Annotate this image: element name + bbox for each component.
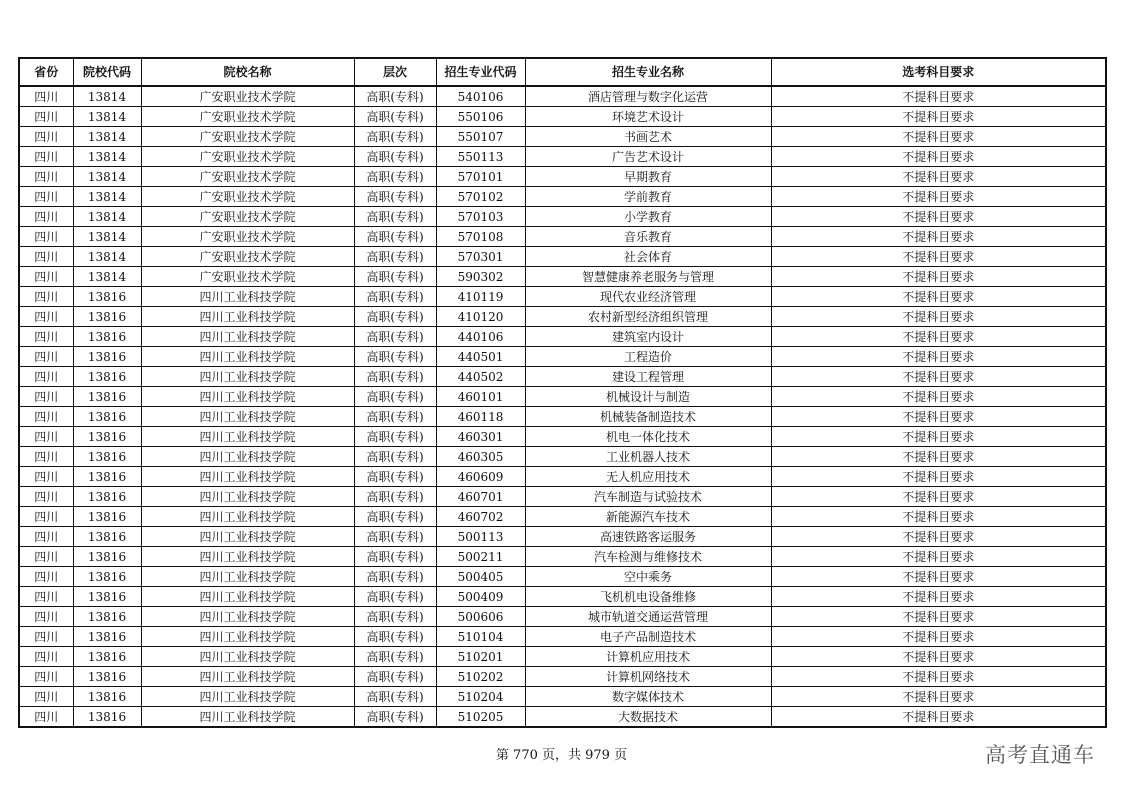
cell-major-code: 590302: [436, 267, 525, 287]
table-row: [19, 687, 1106, 707]
table-row: [19, 107, 1106, 127]
cell-level: 高职(专科): [354, 627, 436, 647]
cell-subject-requirement: 不提科目要求: [771, 407, 1106, 427]
cell-province: 四川: [19, 687, 73, 707]
cell-subject-requirement: 不提科目要求: [771, 267, 1106, 287]
cell-school-code: 13816: [73, 287, 141, 307]
cell-school-name: 广安职业技术学院: [141, 187, 354, 207]
table-row: [19, 647, 1106, 667]
cell-school-code: 13814: [73, 167, 141, 187]
cell-school-code: 13816: [73, 407, 141, 427]
cell-subject-requirement: 不提科目要求: [771, 467, 1106, 487]
cell-province: 四川: [19, 647, 73, 667]
cell-major-name: 建设工程管理: [525, 367, 771, 387]
cell-major-name: 汽车检测与维修技术: [525, 547, 771, 567]
cell-school-name: 广安职业技术学院: [141, 207, 354, 227]
cell-province: 四川: [19, 207, 73, 227]
cell-level: 高职(专科): [354, 287, 436, 307]
admission-table: [18, 57, 1107, 728]
cell-major-code: 570103: [436, 207, 525, 227]
cell-major-code: 460305: [436, 447, 525, 467]
cell-province: 四川: [19, 187, 73, 207]
cell-school-name: 四川工业科技学院: [141, 627, 354, 647]
cell-subject-requirement: 不提科目要求: [771, 327, 1106, 347]
cell-province: 四川: [19, 247, 73, 267]
cell-major-name: 机械设计与制造: [525, 387, 771, 407]
cell-school-code: 13816: [73, 507, 141, 527]
cell-major-code: 460702: [436, 507, 525, 527]
cell-level: 高职(专科): [354, 387, 436, 407]
header-school-code: 院校代码: [73, 58, 141, 86]
cell-major-code: 500405: [436, 567, 525, 587]
cell-school-name: 四川工业科技学院: [141, 687, 354, 707]
cell-school-code: 13814: [73, 227, 141, 247]
cell-major-code: 460701: [436, 487, 525, 507]
cell-subject-requirement: 不提科目要求: [771, 107, 1106, 127]
cell-major-name: 机电一体化技术: [525, 427, 771, 447]
cell-major-code: 510201: [436, 647, 525, 667]
header-major-code: 招生专业代码: [436, 58, 525, 86]
cell-major-code: 510204: [436, 687, 525, 707]
cell-school-code: 13814: [73, 207, 141, 227]
cell-level: 高职(专科): [354, 267, 436, 287]
cell-school-code: 13814: [73, 127, 141, 147]
cell-major-code: 510104: [436, 627, 525, 647]
table-row: [19, 427, 1106, 447]
cell-province: 四川: [19, 527, 73, 547]
table-row: [19, 227, 1106, 247]
cell-school-name: 四川工业科技学院: [141, 667, 354, 687]
cell-province: 四川: [19, 447, 73, 467]
table-row: [19, 607, 1106, 627]
cell-subject-requirement: 不提科目要求: [771, 707, 1106, 728]
cell-level: 高职(专科): [354, 587, 436, 607]
cell-level: 高职(专科): [354, 707, 436, 728]
cell-level: 高职(专科): [354, 567, 436, 587]
cell-school-name: 广安职业技术学院: [141, 86, 354, 107]
cell-school-code: 13816: [73, 587, 141, 607]
table-row: [19, 307, 1106, 327]
cell-major-code: 540106: [436, 86, 525, 107]
cell-level: 高职(专科): [354, 187, 436, 207]
table-row: [19, 327, 1106, 347]
cell-major-name: 机械装备制造技术: [525, 407, 771, 427]
cell-major-name: 书画艺术: [525, 127, 771, 147]
table-row: [19, 407, 1106, 427]
cell-province: 四川: [19, 487, 73, 507]
cell-level: 高职(专科): [354, 207, 436, 227]
table-header-row: [19, 58, 1106, 86]
cell-school-code: 13814: [73, 147, 141, 167]
cell-major-code: 550113: [436, 147, 525, 167]
table-row: [19, 567, 1106, 587]
cell-major-code: 410119: [436, 287, 525, 307]
table-row: [19, 147, 1106, 167]
cell-school-name: 四川工业科技学院: [141, 587, 354, 607]
cell-school-code: 13816: [73, 447, 141, 467]
cell-level: 高职(专科): [354, 547, 436, 567]
cell-province: 四川: [19, 567, 73, 587]
cell-school-name: 四川工业科技学院: [141, 567, 354, 587]
cell-school-name: 广安职业技术学院: [141, 267, 354, 287]
table-row: [19, 527, 1106, 547]
cell-school-code: 13814: [73, 187, 141, 207]
cell-major-code: 440501: [436, 347, 525, 367]
table-row: [19, 547, 1106, 567]
cell-major-code: 570108: [436, 227, 525, 247]
header-major-name: 招生专业名称: [525, 58, 771, 86]
cell-major-code: 440106: [436, 327, 525, 347]
table-row: [19, 447, 1106, 467]
cell-school-code: 13816: [73, 367, 141, 387]
cell-subject-requirement: 不提科目要求: [771, 447, 1106, 467]
cell-province: 四川: [19, 86, 73, 107]
cell-subject-requirement: 不提科目要求: [771, 307, 1106, 327]
cell-province: 四川: [19, 407, 73, 427]
cell-major-name: 农村新型经济组织管理: [525, 307, 771, 327]
cell-level: 高职(专科): [354, 86, 436, 107]
cell-major-code: 500606: [436, 607, 525, 627]
cell-major-name: 智慧健康养老服务与管理: [525, 267, 771, 287]
cell-school-name: 广安职业技术学院: [141, 107, 354, 127]
cell-level: 高职(专科): [354, 687, 436, 707]
cell-school-name: 广安职业技术学院: [141, 147, 354, 167]
cell-school-code: 13816: [73, 347, 141, 367]
table-row: [19, 627, 1106, 647]
cell-province: 四川: [19, 427, 73, 447]
cell-province: 四川: [19, 707, 73, 728]
cell-province: 四川: [19, 147, 73, 167]
cell-major-name: 现代农业经济管理: [525, 287, 771, 307]
cell-school-name: 广安职业技术学院: [141, 167, 354, 187]
cell-province: 四川: [19, 627, 73, 647]
cell-subject-requirement: 不提科目要求: [771, 147, 1106, 167]
cell-province: 四川: [19, 547, 73, 567]
cell-school-code: 13816: [73, 607, 141, 627]
cell-major-code: 460118: [436, 407, 525, 427]
cell-subject-requirement: 不提科目要求: [771, 427, 1106, 447]
cell-level: 高职(专科): [354, 127, 436, 147]
cell-subject-requirement: 不提科目要求: [771, 187, 1106, 207]
cell-major-code: 460609: [436, 467, 525, 487]
cell-level: 高职(专科): [354, 167, 436, 187]
cell-school-code: 13816: [73, 527, 141, 547]
cell-school-name: 四川工业科技学院: [141, 507, 354, 527]
table-row: [19, 267, 1106, 287]
cell-major-name: 学前教育: [525, 187, 771, 207]
cell-level: 高职(专科): [354, 667, 436, 687]
cell-province: 四川: [19, 267, 73, 287]
cell-school-name: 四川工业科技学院: [141, 647, 354, 667]
cell-major-name: 社会体育: [525, 247, 771, 267]
cell-major-code: 500113: [436, 527, 525, 547]
cell-subject-requirement: 不提科目要求: [771, 247, 1106, 267]
cell-level: 高职(专科): [354, 327, 436, 347]
cell-major-code: 570101: [436, 167, 525, 187]
cell-school-code: 13816: [73, 647, 141, 667]
cell-major-name: 数字媒体技术: [525, 687, 771, 707]
cell-subject-requirement: 不提科目要求: [771, 667, 1106, 687]
cell-province: 四川: [19, 367, 73, 387]
cell-province: 四川: [19, 667, 73, 687]
cell-major-code: 570102: [436, 187, 525, 207]
cell-level: 高职(专科): [354, 647, 436, 667]
cell-level: 高职(专科): [354, 607, 436, 627]
cell-major-code: 570301: [436, 247, 525, 267]
cell-major-name: 计算机应用技术: [525, 647, 771, 667]
cell-province: 四川: [19, 347, 73, 367]
cell-major-name: 电子产品制造技术: [525, 627, 771, 647]
cell-province: 四川: [19, 167, 73, 187]
table-row: [19, 86, 1106, 107]
cell-subject-requirement: 不提科目要求: [771, 487, 1106, 507]
cell-subject-requirement: 不提科目要求: [771, 287, 1106, 307]
cell-subject-requirement: 不提科目要求: [771, 527, 1106, 547]
cell-level: 高职(专科): [354, 227, 436, 247]
cell-level: 高职(专科): [354, 307, 436, 327]
cell-province: 四川: [19, 287, 73, 307]
table-row: [19, 187, 1106, 207]
cell-level: 高职(专科): [354, 107, 436, 127]
cell-school-name: 四川工业科技学院: [141, 387, 354, 407]
cell-province: 四川: [19, 107, 73, 127]
cell-subject-requirement: 不提科目要求: [771, 647, 1106, 667]
cell-school-code: 13814: [73, 267, 141, 287]
cell-school-code: 13816: [73, 387, 141, 407]
cell-major-name: 早期教育: [525, 167, 771, 187]
cell-school-code: 13816: [73, 467, 141, 487]
cell-province: 四川: [19, 467, 73, 487]
cell-school-code: 13814: [73, 107, 141, 127]
cell-school-code: 13816: [73, 487, 141, 507]
cell-major-name: 计算机网络技术: [525, 667, 771, 687]
cell-level: 高职(专科): [354, 487, 436, 507]
cell-subject-requirement: 不提科目要求: [771, 207, 1106, 227]
table-row: [19, 367, 1106, 387]
cell-level: 高职(专科): [354, 347, 436, 367]
table-row: [19, 587, 1106, 607]
cell-level: 高职(专科): [354, 507, 436, 527]
cell-major-name: 环境艺术设计: [525, 107, 771, 127]
cell-school-code: 13814: [73, 86, 141, 107]
cell-school-code: 13816: [73, 427, 141, 447]
cell-subject-requirement: 不提科目要求: [771, 227, 1106, 247]
table-body: [19, 86, 1106, 727]
header-level: 层次: [354, 58, 436, 86]
cell-school-code: 13816: [73, 307, 141, 327]
table-row: [19, 507, 1106, 527]
header-subject-requirement: 选考科目要求: [771, 58, 1106, 86]
table-row: [19, 347, 1106, 367]
cell-major-name: 酒店管理与数字化运营: [525, 86, 771, 107]
cell-subject-requirement: 不提科目要求: [771, 347, 1106, 367]
cell-major-code: 460301: [436, 427, 525, 447]
cell-major-name: 广告艺术设计: [525, 147, 771, 167]
table-row: [19, 707, 1106, 728]
cell-school-code: 13816: [73, 547, 141, 567]
cell-subject-requirement: 不提科目要求: [771, 627, 1106, 647]
table-row: [19, 387, 1106, 407]
table-row: [19, 247, 1106, 267]
cell-level: 高职(专科): [354, 467, 436, 487]
cell-subject-requirement: 不提科目要求: [771, 587, 1106, 607]
cell-major-name: 城市轨道交通运营管理: [525, 607, 771, 627]
cell-major-name: 工业机器人技术: [525, 447, 771, 467]
cell-school-name: 四川工业科技学院: [141, 607, 354, 627]
table-row: [19, 667, 1106, 687]
table-row: [19, 127, 1106, 147]
cell-province: 四川: [19, 227, 73, 247]
cell-school-name: 广安职业技术学院: [141, 227, 354, 247]
cell-school-code: 13816: [73, 667, 141, 687]
cell-school-name: 四川工业科技学院: [141, 287, 354, 307]
page-number: 第 770 页，共 979 页: [495, 748, 628, 763]
cell-school-name: 广安职业技术学院: [141, 247, 354, 267]
cell-level: 高职(专科): [354, 427, 436, 447]
cell-major-code: 440502: [436, 367, 525, 387]
cell-subject-requirement: 不提科目要求: [771, 607, 1106, 627]
table-row: [19, 207, 1106, 227]
cell-level: 高职(专科): [354, 527, 436, 547]
cell-school-name: 四川工业科技学院: [141, 427, 354, 447]
watermark: 高考直通车: [985, 743, 1095, 767]
cell-province: 四川: [19, 507, 73, 527]
cell-school-name: 四川工业科技学院: [141, 327, 354, 347]
header-school-name: 院校名称: [141, 58, 354, 86]
cell-school-name: 四川工业科技学院: [141, 367, 354, 387]
cell-school-name: 广安职业技术学院: [141, 127, 354, 147]
cell-school-name: 四川工业科技学院: [141, 707, 354, 728]
cell-province: 四川: [19, 587, 73, 607]
cell-subject-requirement: 不提科目要求: [771, 167, 1106, 187]
cell-subject-requirement: 不提科目要求: [771, 127, 1106, 147]
cell-major-name: 工程造价: [525, 347, 771, 367]
cell-subject-requirement: 不提科目要求: [771, 367, 1106, 387]
cell-school-name: 四川工业科技学院: [141, 527, 354, 547]
table-row: [19, 467, 1106, 487]
cell-province: 四川: [19, 607, 73, 627]
cell-subject-requirement: 不提科目要求: [771, 507, 1106, 527]
cell-province: 四川: [19, 127, 73, 147]
cell-major-name: 建筑室内设计: [525, 327, 771, 347]
table-row: [19, 487, 1106, 507]
cell-major-code: 510205: [436, 707, 525, 728]
cell-major-name: 飞机机电设备维修: [525, 587, 771, 607]
cell-major-code: 500211: [436, 547, 525, 567]
table-row: [19, 167, 1106, 187]
cell-major-code: 510202: [436, 667, 525, 687]
table-row: [19, 287, 1106, 307]
cell-school-name: 四川工业科技学院: [141, 547, 354, 567]
cell-subject-requirement: 不提科目要求: [771, 547, 1106, 567]
cell-school-name: 四川工业科技学院: [141, 447, 354, 467]
cell-major-name: 高速铁路客运服务: [525, 527, 771, 547]
cell-school-name: 四川工业科技学院: [141, 487, 354, 507]
cell-major-name: 新能源汽车技术: [525, 507, 771, 527]
cell-school-name: 四川工业科技学院: [141, 407, 354, 427]
cell-level: 高职(专科): [354, 447, 436, 467]
cell-province: 四川: [19, 387, 73, 407]
cell-subject-requirement: 不提科目要求: [771, 687, 1106, 707]
cell-major-code: 410120: [436, 307, 525, 327]
cell-major-name: 无人机应用技术: [525, 467, 771, 487]
cell-school-name: 四川工业科技学院: [141, 307, 354, 327]
cell-subject-requirement: 不提科目要求: [771, 387, 1106, 407]
cell-major-code: 460101: [436, 387, 525, 407]
cell-school-code: 13814: [73, 247, 141, 267]
cell-school-code: 13816: [73, 327, 141, 347]
cell-school-code: 13816: [73, 567, 141, 587]
cell-major-name: 音乐教育: [525, 227, 771, 247]
cell-major-name: 空中乘务: [525, 567, 771, 587]
cell-school-name: 四川工业科技学院: [141, 467, 354, 487]
cell-level: 高职(专科): [354, 367, 436, 387]
cell-province: 四川: [19, 327, 73, 347]
cell-school-code: 13816: [73, 627, 141, 647]
cell-major-code: 500409: [436, 587, 525, 607]
header-province: 省份: [19, 58, 73, 86]
cell-school-code: 13816: [73, 687, 141, 707]
cell-subject-requirement: 不提科目要求: [771, 567, 1106, 587]
cell-major-name: 汽车制造与试验技术: [525, 487, 771, 507]
cell-level: 高职(专科): [354, 147, 436, 167]
cell-province: 四川: [19, 307, 73, 327]
cell-school-name: 四川工业科技学院: [141, 347, 354, 367]
cell-major-code: 550107: [436, 127, 525, 147]
cell-school-code: 13816: [73, 707, 141, 728]
cell-major-name: 小学教育: [525, 207, 771, 227]
cell-level: 高职(专科): [354, 247, 436, 267]
cell-major-name: 大数据技术: [525, 707, 771, 728]
cell-level: 高职(专科): [354, 407, 436, 427]
cell-major-code: 550106: [436, 107, 525, 127]
cell-subject-requirement: 不提科目要求: [771, 86, 1106, 107]
